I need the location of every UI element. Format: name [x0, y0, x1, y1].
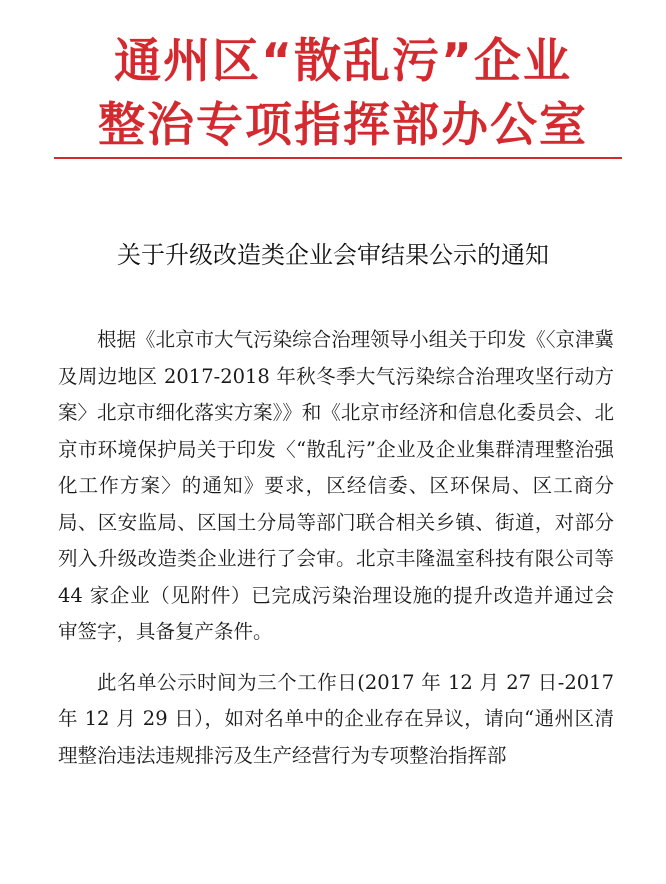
- notice-body: [58, 322, 614, 788]
- body-paragraph-2: 此名单公示时间为三个工作日(2017 年 12 月 27 日-2017 年 12 月 29 日），如对名单中的企业存在异议，请向“通州区清理整治违法违规排污及生产经营行为专项整治指挥部: [58, 670, 614, 767]
- body-paragraph-1: 根据《北京市大气污染综合治理领导小组关于印发《〈京津冀及周边地区 2017-2018 年秋冬季大气污染综合治理攻坚行动方案〉北京市细化落实方案》》和《北京市经济和信息化委员会、北京市环境保护局关于印发〈“散乱污”企业及企业集群清理整治强化工作方案〉的通知》要求，区经信委、区环保局、区工商分局、区安监局、区国土分局等部门联合相关乡镇、街道，对部分列入升级改造类企业进行了会审。北京丰隆温室科技有限公司等 44 家企业（见附件）已完成污染治理设施的提升改造并通过会审签字，具备复产条件。: [58, 328, 614, 643]
- header-divider: [54, 157, 622, 159]
- notice-title: 关于升级改造类企业会审结果公示的通知: [117, 241, 549, 269]
- issuer-header-line-1: 通州区“散乱污”企业: [114, 34, 572, 89]
- issuer-header-line-2: 整治专项指挥部办公室: [98, 98, 588, 153]
- issuer-header: [58, 30, 628, 158]
